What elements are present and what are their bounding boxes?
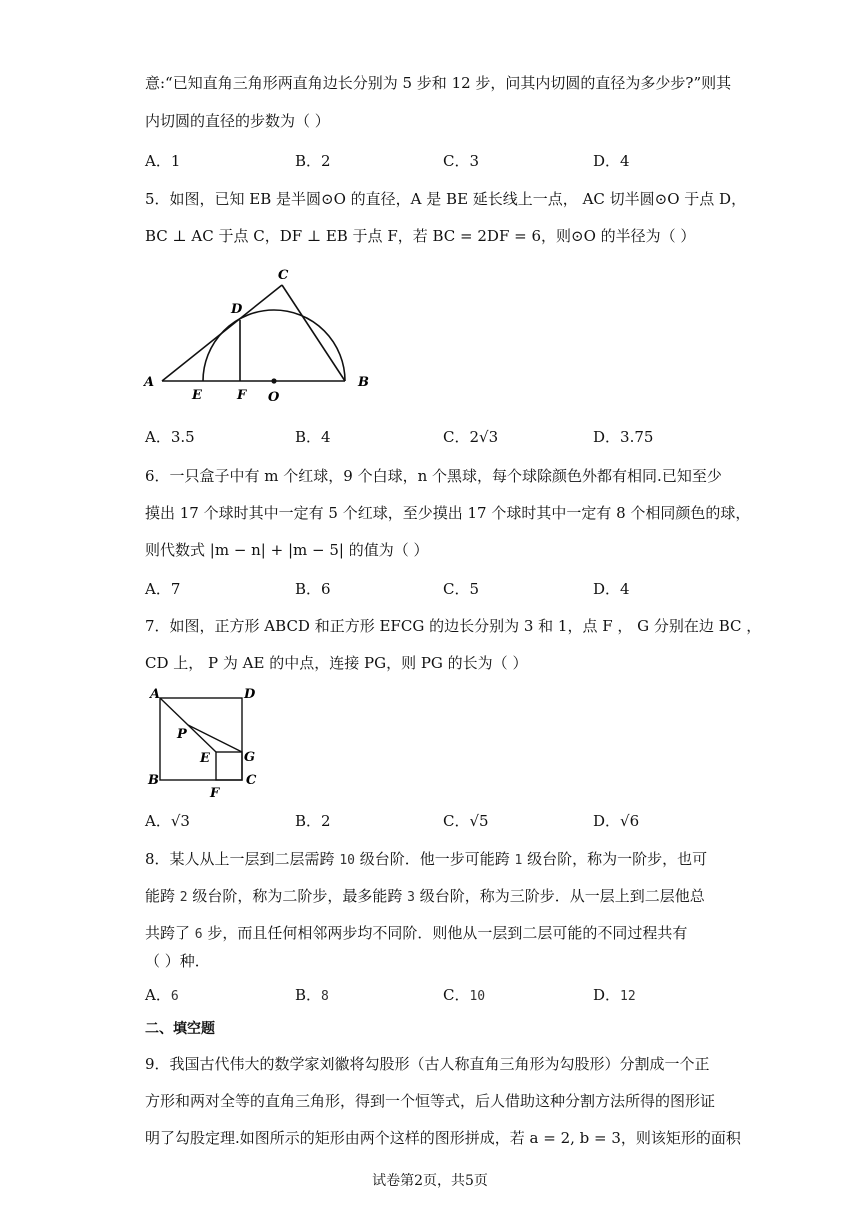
q8-option-c — [443, 984, 485, 1008]
q5-center-dot — [271, 378, 276, 383]
q5-label-e: E — [192, 388, 202, 403]
q8-line2-part3: 级台阶，称为三阶步．从一层上到二层他总 — [414, 887, 705, 905]
q5-label-c: C — [278, 268, 289, 283]
q7-option-b: B．2 — [295, 812, 331, 830]
q8-line2-part2: 级台阶，称为二阶步，最多能跨 — [187, 887, 408, 905]
q7-squares-figure — [140, 683, 280, 801]
q5-line-CB — [282, 285, 345, 381]
q8-line3-part1: 共跨了 — [145, 924, 195, 942]
q8-text-line2 — [145, 885, 720, 909]
q8-number-10: 10 — [339, 853, 355, 868]
q6-text-line1: 6．一只盒子中有 m 个红球，9 个白球，n 个黑球，每个球除颜色外都有相同.已知至少 — [145, 467, 722, 485]
q5-label-d: D — [231, 302, 243, 317]
q7-label-c: C — [246, 773, 257, 788]
q7-label-d: D — [244, 687, 256, 702]
q5-label-o: O — [268, 390, 280, 405]
q5-semicircle-figure — [140, 258, 380, 408]
q5-option-a: A．3.5 — [145, 428, 195, 446]
q8-number-3: 3 — [407, 890, 415, 905]
q6-options — [145, 578, 745, 600]
q5-label-a: A — [144, 375, 155, 390]
q5-option-b: B．4 — [295, 428, 331, 446]
q8-option-a-letter: A． — [145, 986, 171, 1004]
q7-option-c: C．√5 — [443, 812, 489, 830]
q5-label-f: F — [237, 388, 247, 403]
q7-label-g: G — [244, 750, 256, 765]
q7-option-a: A．√3 — [145, 812, 190, 830]
q8-number-1: 1 — [514, 853, 523, 868]
q8-option-b — [295, 984, 329, 1008]
q8-text-line1 — [145, 848, 720, 872]
q5-options — [145, 426, 745, 448]
q7-text-line2: CD 上， P 为 AE 的中点，连接 PG，则 PG 的长为（ ） — [145, 654, 528, 672]
q9-text-line1: 9．我国古代伟大的数学家刘徽将勾股形（古人称直角三角形为勾股形）分割成一个正 — [145, 1055, 710, 1073]
q7-label-b: B — [148, 773, 159, 788]
q7-text-line1: 7．如图，正方形 ABCD 和正方形 EFCG 的边长分别为 3 和 1，点 F ， G 分别在边 BC ， — [145, 617, 762, 635]
q9-text-line2: 方形和两对全等的直角三角形，得到一个恒等式，后人借助这种分割方法所得的图形证 — [145, 1092, 716, 1110]
q8-number-6: 6 — [194, 927, 203, 942]
page-footer: 试卷第2页，共5页 — [372, 1173, 488, 1189]
q8-option-a — [145, 984, 179, 1008]
q8-options — [145, 984, 745, 1006]
q8-option-d — [593, 984, 636, 1008]
q5-semicircle-arc — [203, 310, 345, 381]
q5-text-line1: 5．如图，已知 EB 是半圆⊙O 的直径，A 是 BE 延长线上一点， AC 切半圆⊙O 于点 D， — [145, 190, 747, 208]
q7-square-efcg — [216, 752, 242, 780]
section-heading-fill-in: 二、填空题 — [145, 1021, 215, 1037]
q8-text-line4: （ ）种． — [145, 952, 210, 970]
q6-option-d: D．4 — [593, 580, 630, 598]
q4-option-d: D．4 — [593, 152, 630, 170]
q7-label-p: P — [177, 727, 187, 742]
q7-line-PG — [188, 725, 242, 752]
q7-options — [145, 810, 745, 832]
q4-text-line2: 内切圆的直径的步数为（ ） — [145, 112, 330, 130]
q7-label-e: E — [200, 751, 210, 766]
q8-line2-part1: 能跨 — [145, 887, 180, 905]
q4-option-b: B．2 — [295, 152, 331, 170]
q8-text-line3 — [145, 922, 720, 946]
q7-label-f: F — [210, 786, 220, 801]
q8-line1-part2: 级台阶．他一步可能跨 — [354, 850, 515, 868]
q4-option-c: C．3 — [443, 152, 480, 170]
q8-option-b-letter: B． — [295, 986, 322, 1004]
q5-label-b: B — [358, 375, 369, 390]
q8-option-d-value: 12 — [620, 989, 636, 1004]
q4-text-line1: 意:“已知直角三角形两直角边长分别为 5 步和 12 步，问其内切圆的直径为多少步?”则其 — [145, 74, 732, 92]
q6-text-line2: 摸出 17 个球时其中一定有 5 个红球，至少摸出 17 个球时其中一定有 8 个相同颜色的球， — [145, 504, 751, 522]
q8-option-c-letter: C． — [443, 986, 470, 1004]
q6-option-a: A．7 — [145, 580, 181, 598]
q5-text-line2: BC ⊥ AC 于点 C，DF ⊥ EB 于点 F，若 BC = 2DF = 6，则⊙O 的半径为（ ） — [145, 227, 696, 245]
q4-option-a: A．1 — [145, 152, 181, 170]
q8-option-b-value: 8 — [321, 989, 329, 1004]
q8-line1-part3: 级台阶，称为一阶步，也可 — [522, 850, 708, 868]
q4-options — [145, 150, 745, 172]
q8-line3-part2: 步，而且任何相邻两步均不同阶．则他从一层到二层可能的不同过程共有 — [202, 924, 688, 942]
q8-option-d-letter: D． — [593, 986, 621, 1004]
q9-text-line3: 明了勾股定理.如图所示的矩形由两个这样的图形拼成，若 a = 2, b = 3，则该矩形的面积 — [145, 1129, 741, 1147]
q7-option-d: D．√6 — [593, 812, 640, 830]
q6-text-line3: 则代数式 |m − n| + |m − 5| 的值为（ ） — [145, 541, 429, 559]
q6-option-c: C．5 — [443, 580, 480, 598]
q7-label-a: A — [150, 687, 161, 702]
q5-option-c: C．2√3 — [443, 428, 499, 446]
q8-option-a-value: 6 — [170, 989, 179, 1004]
q8-option-c-value: 10 — [469, 989, 486, 1004]
q8-number-2: 2 — [179, 890, 188, 905]
q8-line1-part1: 8．某人从上一层到二层需跨 — [145, 850, 340, 868]
q5-option-d: D．3.75 — [593, 428, 654, 446]
q6-option-b: B．6 — [295, 580, 331, 598]
